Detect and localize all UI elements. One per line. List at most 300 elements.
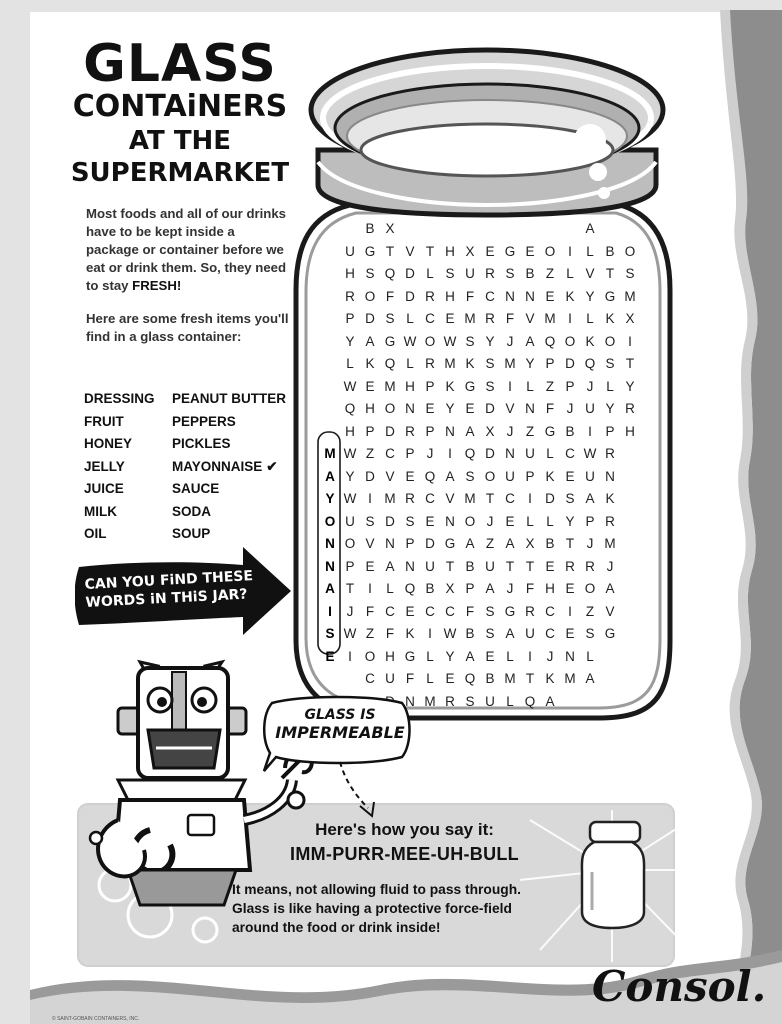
grid-letter[interactable]: F <box>465 288 475 304</box>
grid-letter[interactable]: L <box>406 311 414 326</box>
grid-letter[interactable]: L <box>526 513 534 529</box>
grid-letter[interactable]: S <box>505 266 515 281</box>
grid-letter[interactable]: H <box>345 266 355 281</box>
grid-letter[interactable]: W <box>343 491 357 506</box>
grid-letter[interactable]: L <box>346 356 354 371</box>
grid-letter[interactable]: J <box>506 333 514 349</box>
grid-letter[interactable]: T <box>445 558 455 574</box>
grid-letter[interactable]: S <box>465 693 475 709</box>
grid-letter[interactable]: Q <box>584 356 596 371</box>
grid-letter[interactable]: E <box>425 401 435 416</box>
grid-letter[interactable]: W <box>583 446 597 461</box>
grid-letter[interactable]: B <box>465 558 475 574</box>
grid-letter[interactable]: T <box>505 558 515 574</box>
grid-letter[interactable]: E <box>365 558 375 574</box>
grid-letter[interactable]: H <box>545 581 555 596</box>
grid-letter[interactable]: F <box>405 671 415 686</box>
grid-letter[interactable]: G <box>544 423 556 439</box>
grid-letter[interactable]: N <box>505 288 515 304</box>
grid-letter[interactable]: M <box>324 446 336 461</box>
grid-letter[interactable]: M <box>384 491 396 506</box>
grid-letter[interactable]: F <box>525 581 535 596</box>
grid-letter[interactable]: I <box>628 333 632 349</box>
grid-letter[interactable]: Q <box>464 446 476 461</box>
grid-letter[interactable]: M <box>424 693 436 709</box>
grid-letter[interactable]: U <box>425 558 435 574</box>
grid-letter[interactable]: K <box>545 671 555 686</box>
grid-letter[interactable]: B <box>545 536 555 551</box>
grid-letter[interactable]: H <box>345 423 355 439</box>
grid-letter[interactable]: M <box>564 671 576 686</box>
grid-letter[interactable]: Y <box>585 288 595 304</box>
grid-letter[interactable]: B <box>485 671 495 686</box>
grid-letter[interactable]: C <box>505 491 515 506</box>
grid-letter[interactable]: X <box>465 243 475 259</box>
grid-letter[interactable]: C <box>545 603 555 619</box>
grid-letter[interactable]: F <box>545 401 555 416</box>
grid-letter[interactable]: G <box>504 603 516 619</box>
grid-letter[interactable]: P <box>425 423 435 439</box>
grid-letter[interactable]: G <box>364 243 376 259</box>
grid-letter[interactable]: S <box>485 603 495 619</box>
grid-letter[interactable]: M <box>504 356 516 371</box>
grid-letter[interactable]: A <box>585 671 595 686</box>
grid-letter[interactable]: L <box>426 648 434 664</box>
grid-letter[interactable]: X <box>445 581 455 596</box>
grid-letter[interactable]: V <box>585 266 595 281</box>
grid-letter[interactable]: P <box>345 311 355 326</box>
grid-letter[interactable]: K <box>405 626 415 641</box>
grid-letter[interactable]: Q <box>384 356 396 371</box>
grid-letter[interactable]: Y <box>345 468 355 484</box>
grid-letter[interactable]: W <box>443 333 457 349</box>
grid-letter[interactable]: R <box>445 693 455 709</box>
grid-letter[interactable]: J <box>566 401 574 416</box>
grid-letter[interactable]: F <box>365 603 375 619</box>
grid-letter[interactable]: R <box>565 558 575 574</box>
grid-letter[interactable]: C <box>425 311 435 326</box>
grid-letter[interactable]: N <box>325 536 335 551</box>
grid-letter[interactable]: I <box>328 603 332 619</box>
grid-letter[interactable]: L <box>546 513 554 529</box>
grid-letter[interactable]: J <box>606 558 614 574</box>
grid-letter[interactable]: S <box>585 626 595 641</box>
grid-letter[interactable]: M <box>504 671 516 686</box>
grid-letter[interactable]: G <box>504 243 516 259</box>
grid-letter[interactable]: C <box>485 288 495 304</box>
grid-letter[interactable]: L <box>546 446 554 461</box>
grid-letter[interactable]: X <box>385 221 395 236</box>
grid-letter[interactable]: I <box>368 581 372 596</box>
grid-letter[interactable]: T <box>485 491 495 506</box>
grid-letter[interactable]: I <box>428 626 432 641</box>
grid-letter[interactable]: R <box>485 311 495 326</box>
grid-letter[interactable]: O <box>424 333 436 349</box>
grid-letter[interactable]: X <box>485 423 495 439</box>
grid-letter[interactable]: N <box>325 558 335 574</box>
grid-letter[interactable]: B <box>605 243 615 259</box>
grid-letter[interactable]: P <box>565 378 575 394</box>
grid-letter[interactable]: G <box>404 648 416 664</box>
grid-letter[interactable]: T <box>425 243 435 259</box>
grid-letter[interactable]: G <box>444 536 456 551</box>
grid-letter[interactable]: S <box>485 378 495 394</box>
grid-letter[interactable]: L <box>506 693 514 709</box>
grid-letter[interactable]: J <box>486 513 494 529</box>
grid-letter[interactable]: F <box>505 311 515 326</box>
grid-letter[interactable]: I <box>508 378 512 394</box>
grid-letter[interactable]: C <box>385 603 395 619</box>
grid-letter[interactable]: Z <box>545 378 555 394</box>
grid-letter[interactable]: R <box>405 423 415 439</box>
grid-letter[interactable]: D <box>545 491 555 506</box>
grid-letter[interactable]: O <box>324 513 336 529</box>
grid-letter[interactable]: M <box>444 356 456 371</box>
grid-letter[interactable]: N <box>405 401 415 416</box>
grid-letter[interactable]: K <box>585 333 595 349</box>
grid-letter[interactable]: A <box>465 648 475 664</box>
grid-letter[interactable]: K <box>445 378 455 394</box>
grid-letter[interactable]: H <box>365 401 375 416</box>
grid-letter[interactable]: Q <box>404 581 416 596</box>
grid-letter[interactable]: Y <box>445 648 455 664</box>
grid-letter[interactable]: U <box>385 671 395 686</box>
grid-letter[interactable]: U <box>585 468 595 484</box>
grid-letter[interactable]: L <box>606 378 614 394</box>
grid-letter[interactable]: D <box>485 446 495 461</box>
grid-letter[interactable]: C <box>385 446 395 461</box>
grid-letter[interactable]: B <box>365 221 375 236</box>
grid-letter[interactable]: I <box>368 491 372 506</box>
grid-letter[interactable]: A <box>505 626 515 641</box>
grid-letter[interactable]: C <box>545 626 555 641</box>
grid-letter[interactable]: A <box>585 491 595 506</box>
grid-letter[interactable]: R <box>625 401 635 416</box>
grid-letter[interactable]: D <box>405 266 415 281</box>
grid-letter[interactable]: A <box>325 468 335 484</box>
grid-letter[interactable]: A <box>485 581 495 596</box>
grid-letter[interactable]: M <box>544 311 556 326</box>
grid-letter[interactable]: N <box>445 423 455 439</box>
grid-letter[interactable]: E <box>525 243 535 259</box>
grid-letter[interactable]: C <box>365 671 375 686</box>
grid-letter[interactable]: S <box>445 266 455 281</box>
grid-letter[interactable]: Z <box>545 266 555 281</box>
grid-letter[interactable]: Y <box>485 333 495 349</box>
grid-letter[interactable]: P <box>345 558 355 574</box>
grid-letter[interactable]: T <box>525 671 535 686</box>
grid-letter[interactable]: J <box>506 581 514 596</box>
grid-letter[interactable]: W <box>403 333 417 349</box>
grid-letter[interactable]: R <box>605 513 615 529</box>
grid-letter[interactable]: T <box>345 581 355 596</box>
grid-letter[interactable]: T <box>625 356 635 371</box>
grid-letter[interactable]: A <box>365 333 375 349</box>
grid-letter[interactable]: Y <box>325 491 335 506</box>
grid-letter[interactable]: R <box>405 491 415 506</box>
grid-letter[interactable]: R <box>485 266 495 281</box>
grid-letter[interactable]: T <box>385 243 395 259</box>
grid-letter[interactable]: D <box>385 513 395 529</box>
grid-letter[interactable]: C <box>445 603 455 619</box>
grid-letter[interactable]: V <box>405 243 415 259</box>
grid-letter[interactable]: Y <box>605 401 615 416</box>
grid-letter[interactable]: B <box>525 266 535 281</box>
grid-letter[interactable]: E <box>545 558 555 574</box>
grid-letter[interactable]: J <box>546 648 554 664</box>
grid-letter[interactable]: E <box>445 671 455 686</box>
grid-letter[interactable]: E <box>565 468 575 484</box>
grid-letter[interactable]: J <box>586 378 594 394</box>
grid-letter[interactable]: M <box>384 378 396 394</box>
grid-letter[interactable]: L <box>586 648 594 664</box>
grid-letter[interactable]: E <box>405 603 415 619</box>
grid-letter[interactable]: L <box>586 311 594 326</box>
grid-letter[interactable]: L <box>386 581 394 596</box>
grid-letter[interactable]: R <box>605 446 615 461</box>
grid-letter[interactable]: U <box>345 513 355 529</box>
grid-letter[interactable]: E <box>325 648 335 664</box>
grid-letter[interactable]: S <box>365 266 375 281</box>
grid-letter[interactable]: E <box>445 311 455 326</box>
grid-letter[interactable]: R <box>425 288 435 304</box>
grid-letter[interactable]: U <box>525 446 535 461</box>
grid-letter[interactable]: Z <box>485 536 495 551</box>
grid-letter[interactable]: U <box>485 693 495 709</box>
grid-letter[interactable]: H <box>445 288 455 304</box>
grid-letter[interactable]: N <box>385 536 395 551</box>
grid-letter[interactable]: Z <box>585 603 595 619</box>
grid-letter[interactable]: F <box>385 626 395 641</box>
grid-letter[interactable]: J <box>506 423 514 439</box>
grid-letter[interactable]: S <box>605 356 615 371</box>
grid-letter[interactable]: L <box>526 378 534 394</box>
grid-letter[interactable]: E <box>565 581 575 596</box>
grid-letter[interactable]: L <box>406 356 414 371</box>
grid-letter[interactable]: O <box>384 401 396 416</box>
grid-letter[interactable]: D <box>485 401 495 416</box>
grid-letter[interactable]: O <box>564 333 576 349</box>
grid-letter[interactable]: E <box>365 378 375 394</box>
grid-letter[interactable]: D <box>365 311 375 326</box>
grid-letter[interactable]: A <box>505 536 515 551</box>
grid-letter[interactable]: W <box>443 626 457 641</box>
grid-letter[interactable]: F <box>465 603 475 619</box>
grid-letter[interactable]: A <box>325 581 335 596</box>
grid-letter[interactable]: P <box>585 513 595 529</box>
grid-letter[interactable]: E <box>465 401 475 416</box>
grid-letter[interactable]: T <box>605 266 615 281</box>
grid-letter[interactable]: Z <box>365 446 375 461</box>
grid-letter[interactable]: M <box>604 536 616 551</box>
grid-letter[interactable]: S <box>485 356 495 371</box>
grid-letter[interactable]: O <box>364 288 376 304</box>
grid-letter[interactable]: S <box>565 491 575 506</box>
grid-letter[interactable]: Q <box>344 401 356 416</box>
grid-letter[interactable]: E <box>545 288 555 304</box>
grid-letter[interactable]: K <box>465 356 475 371</box>
grid-letter[interactable]: T <box>565 536 575 551</box>
grid-letter[interactable]: L <box>426 671 434 686</box>
grid-letter[interactable]: S <box>365 513 375 529</box>
grid-letter[interactable]: E <box>485 243 495 259</box>
grid-letter[interactable]: S <box>485 626 495 641</box>
grid-letter[interactable]: O <box>624 243 636 259</box>
grid-letter[interactable]: P <box>425 378 435 394</box>
grid-letter[interactable]: N <box>605 468 615 484</box>
grid-letter[interactable]: W <box>343 626 357 641</box>
grid-letter[interactable]: O <box>584 581 596 596</box>
grid-letter[interactable]: A <box>465 536 475 551</box>
grid-letter[interactable]: R <box>425 356 435 371</box>
grid-letter[interactable]: W <box>343 378 357 394</box>
grid-letter[interactable]: G <box>384 333 396 349</box>
grid-letter[interactable]: N <box>405 693 415 709</box>
grid-letter[interactable]: E <box>485 648 495 664</box>
grid-letter[interactable]: D <box>365 468 375 484</box>
grid-letter[interactable]: U <box>525 626 535 641</box>
grid-letter[interactable]: H <box>445 243 455 259</box>
grid-letter[interactable]: O <box>484 468 496 484</box>
grid-letter[interactable]: N <box>445 513 455 529</box>
grid-letter[interactable]: U <box>585 401 595 416</box>
grid-letter[interactable]: O <box>364 648 376 664</box>
grid-letter[interactable]: L <box>566 266 574 281</box>
grid-letter[interactable]: U <box>485 558 495 574</box>
grid-letter[interactable]: D <box>425 536 435 551</box>
grid-letter[interactable]: I <box>528 648 532 664</box>
grid-letter[interactable]: E <box>565 626 575 641</box>
grid-letter[interactable]: J <box>586 536 594 551</box>
grid-letter[interactable]: I <box>448 446 452 461</box>
grid-letter[interactable]: Y <box>625 378 635 394</box>
grid-letter[interactable]: A <box>585 221 595 236</box>
grid-letter[interactable]: S <box>385 311 395 326</box>
grid-letter[interactable]: S <box>325 626 335 641</box>
grid-letter[interactable]: X <box>525 536 535 551</box>
grid-letter[interactable]: A <box>605 581 615 596</box>
grid-letter[interactable]: A <box>445 468 455 484</box>
grid-letter[interactable]: G <box>604 626 616 641</box>
grid-letter[interactable]: L <box>426 266 434 281</box>
grid-letter[interactable]: O <box>604 333 616 349</box>
grid-letter[interactable]: B <box>425 581 435 596</box>
grid-letter[interactable]: Z <box>365 626 375 641</box>
grid-letter[interactable]: Y <box>445 401 455 416</box>
grid-letter[interactable]: E <box>405 468 415 484</box>
grid-letter[interactable]: U <box>505 468 515 484</box>
grid-letter[interactable]: T <box>525 558 535 574</box>
grid-letter[interactable]: D <box>385 423 395 439</box>
grid-letter[interactable]: Z <box>525 423 535 439</box>
grid-letter[interactable]: G <box>464 378 476 394</box>
grid-letter[interactable]: P <box>405 536 415 551</box>
grid-letter[interactable]: G <box>604 288 616 304</box>
grid-letter[interactable]: W <box>343 446 357 461</box>
grid-letter[interactable]: R <box>585 558 595 574</box>
grid-letter[interactable]: O <box>344 536 356 551</box>
grid-letter[interactable]: Q <box>424 468 436 484</box>
grid-letter[interactable]: I <box>568 311 572 326</box>
grid-letter[interactable]: V <box>365 536 375 551</box>
grid-letter[interactable]: I <box>348 648 352 664</box>
grid-letter[interactable]: R <box>345 288 355 304</box>
grid-letter[interactable]: E <box>425 513 435 529</box>
grid-letter[interactable]: Q <box>544 333 556 349</box>
grid-letter[interactable]: N <box>505 446 515 461</box>
grid-letter[interactable]: K <box>605 491 615 506</box>
grid-letter[interactable]: V <box>525 311 535 326</box>
grid-letter[interactable]: B <box>565 423 575 439</box>
grid-letter[interactable]: Q <box>384 266 396 281</box>
grid-letter[interactable]: P <box>405 446 415 461</box>
grid-letter[interactable]: M <box>624 288 636 304</box>
grid-letter[interactable]: H <box>405 378 415 394</box>
grid-letter[interactable]: L <box>506 648 514 664</box>
grid-letter[interactable]: D <box>565 356 575 371</box>
grid-letter[interactable]: V <box>445 491 455 506</box>
grid-letter[interactable]: P <box>525 468 535 484</box>
grid-letter[interactable]: I <box>568 603 572 619</box>
grid-letter[interactable]: S <box>465 333 475 349</box>
grid-letter[interactable]: K <box>545 468 555 484</box>
grid-letter[interactable]: C <box>425 603 435 619</box>
grid-letter[interactable]: V <box>505 401 515 416</box>
grid-letter[interactable]: P <box>605 423 615 439</box>
grid-letter[interactable]: Y <box>565 513 575 529</box>
grid-letter[interactable]: N <box>405 558 415 574</box>
grid-letter[interactable]: O <box>544 243 556 259</box>
grid-letter[interactable]: L <box>586 243 594 259</box>
grid-letter[interactable]: B <box>465 626 475 641</box>
grid-letter[interactable]: H <box>385 648 395 664</box>
grid-letter[interactable]: Y <box>525 356 535 371</box>
grid-letter[interactable]: I <box>568 243 572 259</box>
grid-letter[interactable]: A <box>525 333 535 349</box>
grid-letter[interactable]: V <box>385 468 395 484</box>
grid-letter[interactable]: V <box>605 603 615 619</box>
grid-letter[interactable]: Q <box>524 693 536 709</box>
grid-letter[interactable]: C <box>425 491 435 506</box>
grid-letter[interactable]: E <box>505 513 515 529</box>
grid-letter[interactable]: S <box>625 266 635 281</box>
grid-letter[interactable]: D <box>405 288 415 304</box>
grid-letter[interactable]: Q <box>464 671 476 686</box>
grid-letter[interactable]: J <box>346 603 354 619</box>
grid-letter[interactable]: J <box>426 446 434 461</box>
grid-letter[interactable]: M <box>464 491 476 506</box>
grid-letter[interactable]: I <box>588 423 592 439</box>
grid-letter[interactable]: K <box>565 288 575 304</box>
grid-letter[interactable]: K <box>365 356 375 371</box>
grid-letter[interactable]: A <box>385 558 395 574</box>
grid-letter[interactable]: M <box>464 311 476 326</box>
grid-letter[interactable]: N <box>565 648 575 664</box>
grid-letter[interactable]: R <box>525 603 535 619</box>
grid-letter[interactable]: N <box>525 288 535 304</box>
grid-letter[interactable]: C <box>565 446 575 461</box>
grid-letter[interactable]: F <box>385 288 395 304</box>
grid-letter[interactable]: P <box>365 423 375 439</box>
grid-letter[interactable]: U <box>465 266 475 281</box>
grid-letter[interactable]: P <box>545 356 555 371</box>
grid-letter[interactable]: A <box>545 693 555 709</box>
grid-letter[interactable]: P <box>465 581 475 596</box>
grid-letter[interactable]: S <box>405 513 415 529</box>
grid-letter[interactable]: I <box>528 491 532 506</box>
grid-letter[interactable]: O <box>464 513 476 529</box>
grid-letter[interactable]: H <box>625 423 635 439</box>
